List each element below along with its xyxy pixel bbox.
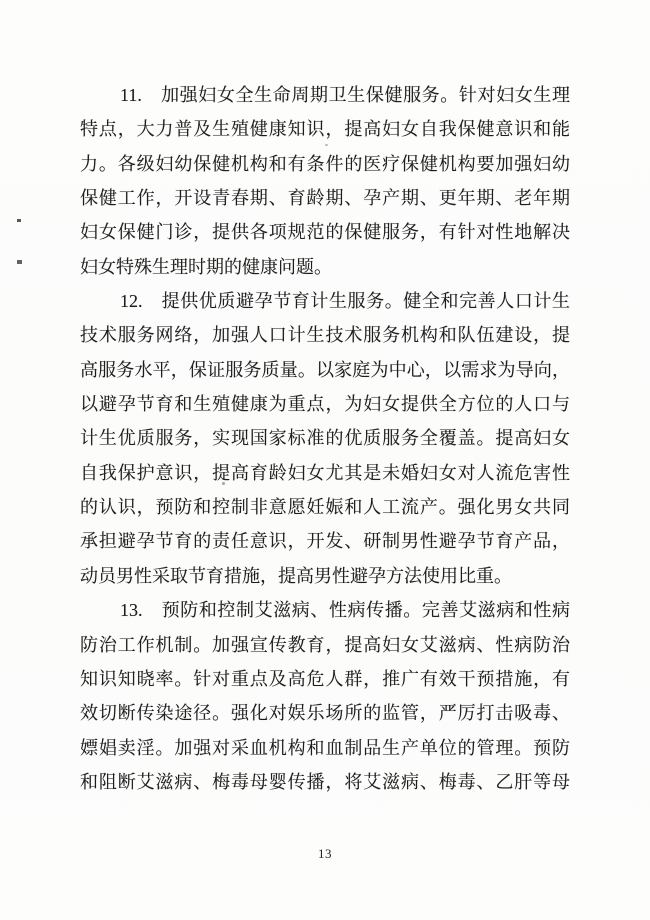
text-block [80,78,570,799]
scan-speck [325,144,328,146]
scan-speck [222,482,225,485]
text-line: 12. 提供优质避孕节育计生服务。健全和完善人口计生 [120,291,570,312]
text-line: 妇女特殊生理时期的健康问题。 [80,256,332,277]
text-line: 特点，大力普及生殖健康知识，提高妇女自我保健意识和能 [80,119,570,140]
text-line: 妇女保健门诊，提供各项规范的保健服务，有针对性地解决 [80,222,570,243]
text-line: 防治工作机制。加强宣传教育，提高妇女艾滋病、性病防治 [80,634,570,655]
text-line: 嫖娼卖淫。加强对采血机构和血制品生产单位的管理。预防 [80,737,570,758]
text-line: 承担避孕节育的责任意识，开发、研制男性避孕节育产品， [80,531,570,552]
page-number: 13 [318,846,332,861]
text-line: 和阻断艾滋病、梅毒母婴传播，将艾滋病、梅毒、乙肝等母 [80,771,570,792]
scan-speck [17,260,22,264]
text-line: 力。各级妇幼保健机构和有条件的医疗保健机构要加强妇幼 [80,153,570,174]
text-line: 技术服务网络，加强人口计生技术服务机构和队伍建设，提 [80,325,570,346]
text-line: 11. 加强妇女全生命周期卫生保健服务。针对妇女生理 [120,85,570,105]
text-line: 的认识，预防和控制非意愿妊娠和人工流产。强化男女共同 [80,497,570,518]
text-line: 13. 预防和控制艾滋病、性病传播。完善艾滋病和性病 [120,600,570,621]
text-line: 知识知晓率。针对重点及高危人群，推广有效干预措施，有 [80,668,570,689]
text-line: 动员男性采取节育措施，提高男性避孕方法使用比重。 [80,565,512,586]
text-line: 以避孕节育和生殖健康为重点，为妇女提供全方位的人口与 [80,394,570,415]
text-line: 高服务水平，保证服务质量。以家庭为中心，以需求为导向， [80,359,570,380]
text-line: 保健工作，开设青春期、育龄期、孕产期、更年期、老年期 [80,188,570,209]
scan-speck [17,219,21,222]
text-line: 自我保护意识，提高育龄妇女尤其是未婚妇女对人流危害性 [80,462,570,483]
text-line: 效切断传染途径。强化对娱乐场所的监管，严厉打击吸毒、 [80,703,570,724]
text-line: 计生优质服务，实现国家标准的优质服务全覆盖。提高妇女 [80,428,570,449]
